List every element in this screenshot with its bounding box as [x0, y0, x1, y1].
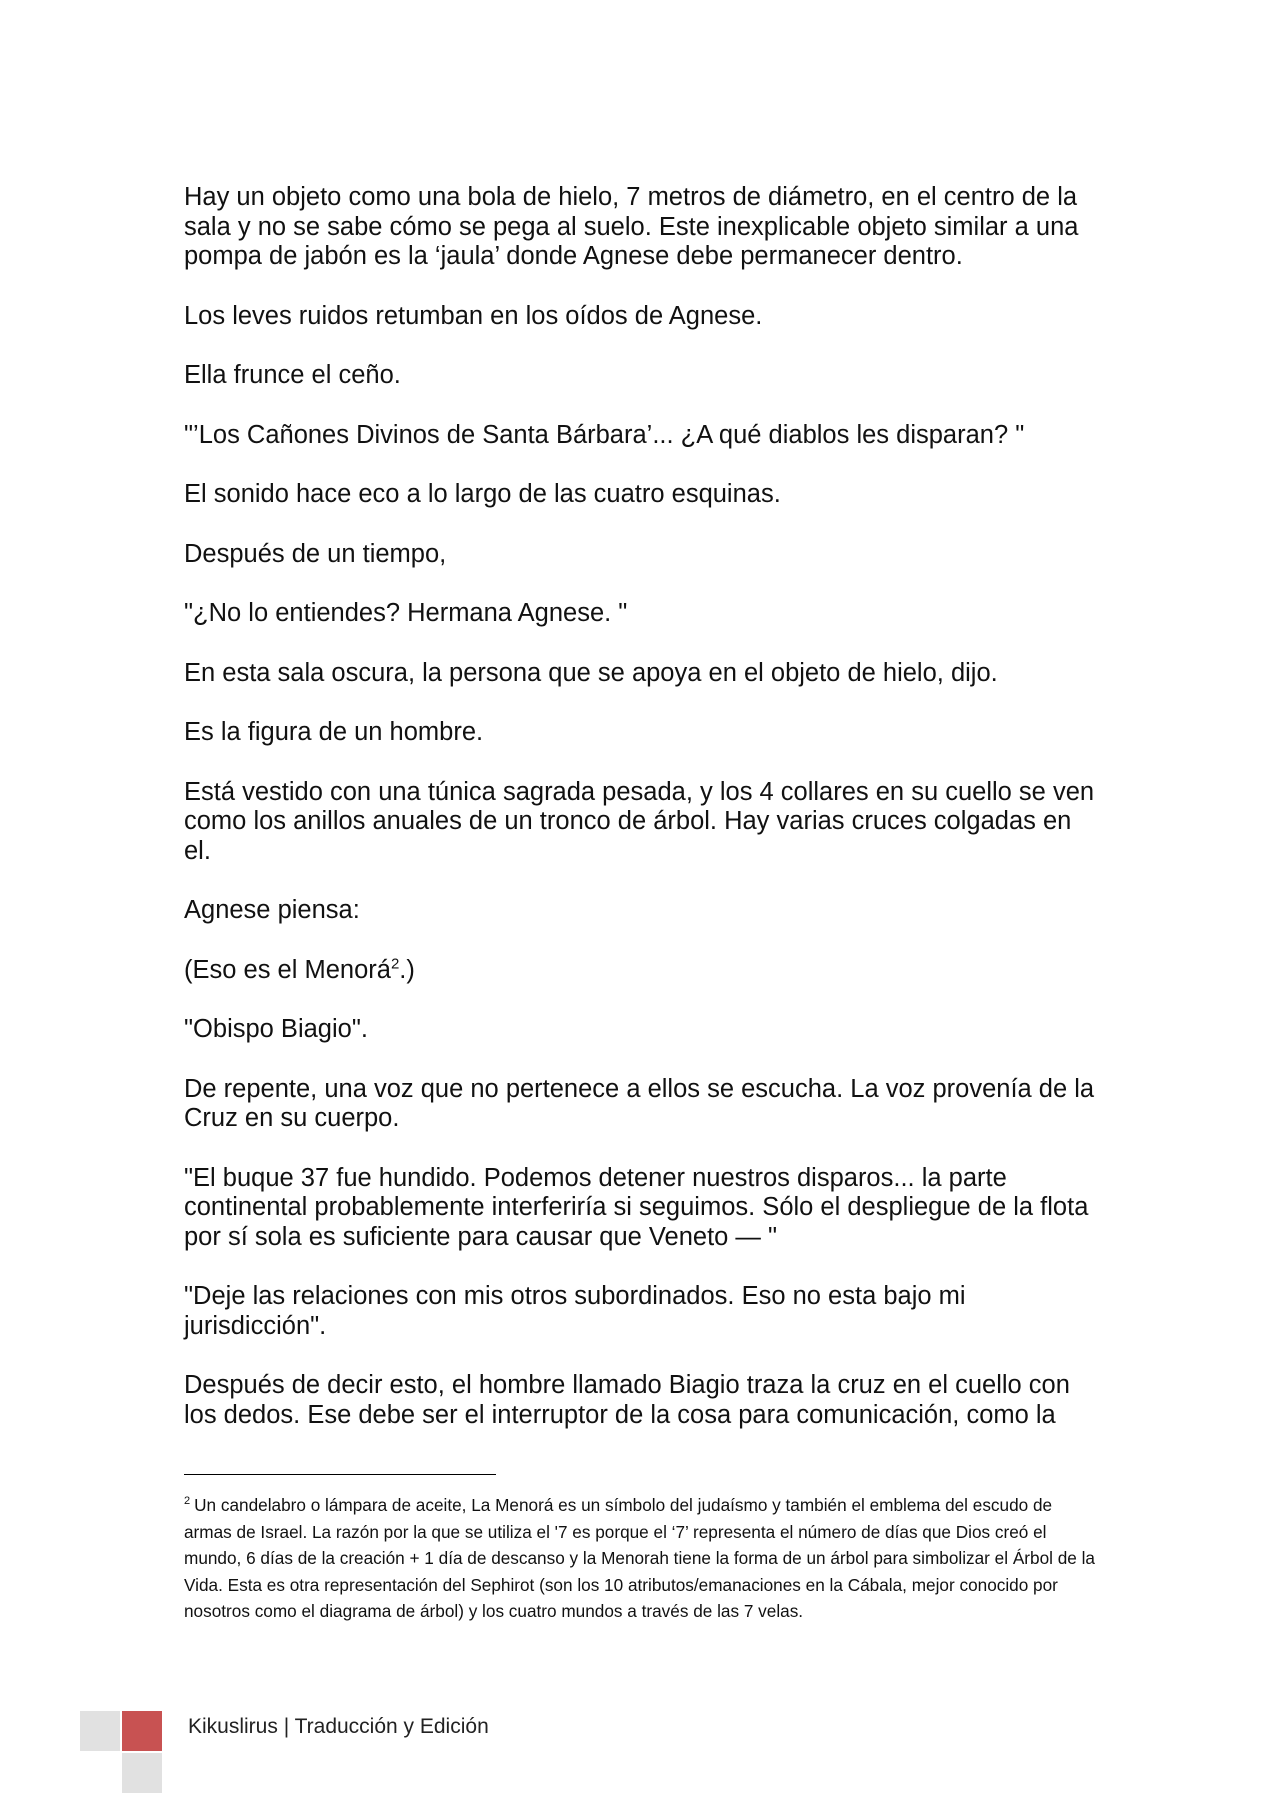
paragraph: Ella frunce el ceño.: [184, 361, 401, 389]
paragraph: "Obispo Biagio".: [184, 1015, 368, 1043]
paragraph: En esta sala oscura, la persona que se apoya en el objeto de hielo, dijo.: [184, 658, 998, 687]
paragraph: Después de un tiempo,: [184, 539, 447, 568]
footnote: [184, 1492, 1104, 1625]
paragraph: Hay un objeto como una bola de hielo, 7 metros de diámetro, en el centro de la sala y no se sabe cómo se pega al suelo. Este inexplicable objeto similar a una pompa de jabón es la ‘jaula’ donde Agnese debe permanecer dentro.: [184, 183, 1079, 270]
footnote-text: Un candelabro o lámpara de aceite, La Menorá es un símbolo del judaísmo y también el emblema del escudo de armas de Israel. La razón por la que se utiliza el '7 es porque el ‘7’ representa el número de días que Dios creó el mundo, 6 días de la creación + 1 día de descanso y la Menorah tiene la forma de un árbol para simbolizar el Árbol de la Vida. Esta es otra representación del Sephirot (son los 10 atributos/emanaciones en la Cábala, mejor conocido por nosotros como el diagrama de árbol) y los cuatro mundos a través de las 7 velas.: [184, 1495, 1095, 1622]
paragraph: "Deje las relaciones con mis otros subordinados. Eso no esta bajo mi jurisdicción".: [184, 1282, 966, 1340]
menora-paragraph: [184, 956, 1104, 986]
menora-text: (Eso es el Menorá: [184, 955, 391, 984]
logo-square-grey: [80, 1711, 120, 1751]
paragraph: Después de decir esto, el hombre llamado Biagio traza la cruz en el cuello con los dedos. Ese debe ser el interruptor de la cosa para comunicación, como la: [184, 1371, 1070, 1429]
footnote-reference[interactable]: 2: [390, 955, 400, 972]
paragraph: Los leves ruidos retumban en los oídos de Agnese.: [184, 301, 763, 330]
paragraph: Agnese piensa:: [184, 896, 360, 924]
footnote-divider: [184, 1474, 496, 1475]
paragraph: "’Los Cañones Divinos de Santa Bárbara’... ¿A qué diablos les disparan? ": [184, 420, 1025, 449]
logo-square-grey-bottom: [122, 1753, 162, 1793]
paragraph: Está vestido con una túnica sagrada pesada, y los 4 collares en su cuello se ven como los anillos anuales de un tronco de árbol. Hay varias cruces colgadas en el.: [184, 777, 1095, 865]
logo-square-red: [122, 1711, 162, 1751]
menora-text-end: .): [399, 955, 415, 984]
paragraph: Es la figura de un hombre.: [184, 718, 484, 746]
footer-caption: Kikuslirus | Traducción y Edición: [188, 1715, 489, 1738]
paragraph: "El buque 37 fue hundido. Podemos detener nuestros disparos... la parte continental probablemente interferiría si seguimos. Sólo el despliegue de la flota por sí sola es suficiente para causar que Veneto — ": [184, 1163, 1089, 1251]
footnote-number: 2: [184, 1495, 191, 1508]
paragraph: De repente, una voz que no pertenece a ellos se escucha. La voz provenía de la Cruz en su cuerpo.: [184, 1074, 1095, 1132]
paragraph: El sonido hace eco a lo largo de las cuatro esquinas.: [184, 480, 781, 508]
body-text: [184, 183, 1104, 1460]
paragraph: "¿No lo entiendes? Hermana Agnese. ": [184, 599, 628, 627]
